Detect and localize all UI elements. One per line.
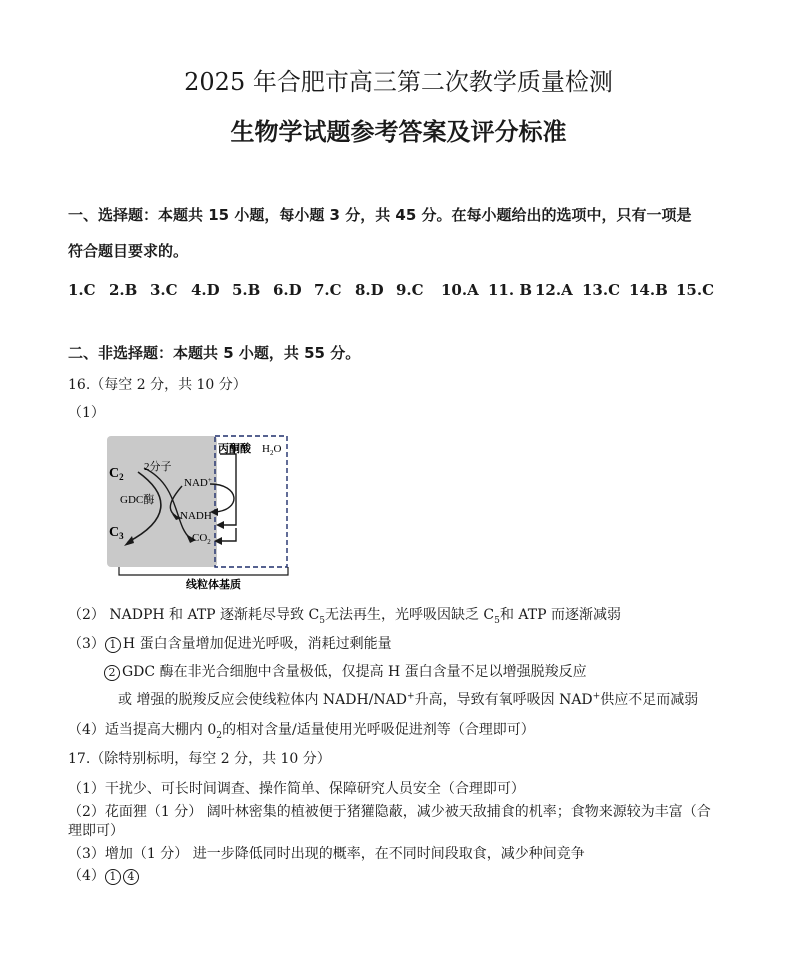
enzyme-label: GDC酶 (120, 494, 155, 506)
co2-arrow (220, 528, 236, 541)
answer-item: 13.C (582, 281, 621, 299)
answer-item: 6.D (273, 281, 302, 299)
circled-number-2-icon: 2 (104, 665, 120, 681)
q17-sub1: （1）干扰少、可长时间调查、操作简单、保障研究人员安全（合理即可） (68, 781, 525, 797)
document-subtitle: 生物学试题参考答案及评分标准 (230, 118, 567, 146)
q16-sub1-label: （1） (68, 405, 105, 421)
circled-number-4-icon: 4 (123, 869, 139, 885)
two-molecules-label: 2分子 (144, 461, 172, 473)
q17-sub2-line1: （2）花面狸（1 分） 阔叶林密集的植被便于猪獾隐蔽，减少被天敌捕食的机率；食物来源较为丰富（合 (68, 804, 711, 820)
answer-item: 8.D (355, 281, 384, 299)
answer-item: 2.B (109, 281, 138, 299)
part2-heading: 二、非选择题：本题共 5 小题，共 55 分。 (68, 344, 361, 362)
bottom-bracket (119, 567, 288, 575)
answer-item: 12.A (535, 281, 573, 299)
co2-label: $CO_2$ (192, 532, 211, 546)
answer-item: 9.C (396, 281, 424, 299)
answer-item: 14.B (629, 281, 668, 299)
answer-item: 10.A (441, 281, 479, 299)
answer-item: 11. B (488, 281, 532, 299)
answer-item: 7.C (314, 281, 342, 299)
nadh-label: NADH (180, 510, 212, 522)
answer-item: 3.C (150, 281, 178, 299)
q16-sub3a: （3） 1 H 蛋白含量增加促进光呼吸，消耗过剩能量 (68, 636, 392, 652)
circled-number-1-icon: 1 (105, 637, 121, 653)
dashed-box (215, 436, 287, 567)
answer-list (68, 281, 716, 299)
c2-label: $C_2$ (109, 466, 124, 482)
answer-item: 5.B (232, 281, 261, 299)
q16-sub3b: 2 GDC 酶在非光合细胞中含量极低，仅提高 H 蛋白含量不足以增强脱羧反应 (104, 661, 587, 681)
document-title: 2025 年合肥市高三第二次教学质量检测 (184, 68, 613, 96)
pyruvate-bracket-arrow (220, 454, 236, 525)
pyruvate-label: 丙酮酸 (218, 442, 251, 455)
diagram-caption: 线粒体基质 (186, 578, 241, 591)
q16-sub4: （4）适当提高大棚内 $0_2$的相对含量/适量使用光呼吸促进剂等（合理即可） (68, 722, 535, 741)
q16-header: 16.（每空 2 分，共 10 分） (68, 377, 247, 393)
q17-sub2-line2: 理即可） (68, 823, 124, 839)
part1-heading-line1: 一、选择题：本题共 15 小题，每小题 3 分，共 45 分。在每小题给出的选项中，只有一项是 (68, 206, 692, 224)
circled-number-1-icon: 1 (105, 869, 121, 885)
c3-label: $C_3$ (109, 525, 124, 541)
arrowhead-icon (216, 521, 224, 529)
mitochondria-diagram (100, 430, 300, 595)
answer-item: 15.C (676, 281, 715, 299)
answer-item: 4.D (191, 281, 220, 299)
q17-header: 17.（除特别标明，每空 2 分，共 10 分） (68, 751, 331, 767)
q17-sub4: （4） 1 4 (68, 865, 141, 885)
q16-sub3c: 或 增强的脱羧反应会使线粒体内 NADH/NAD+升高，导致有氧呼吸因 NAD+供应不足而减弱 (118, 691, 699, 708)
part1-heading-line2: 符合题目要求的。 (68, 242, 189, 260)
q17-sub3: （3）增加（1 分） 进一步降低同时出现的概率，在不同时间段取食，减少种间竞争 (68, 846, 585, 862)
answer-item: 1.C (68, 281, 96, 299)
nad-label: NAD+ (184, 476, 212, 489)
q16-sub2: （2） NADPH 和 ATP 逐渐耗尽导致 $C_5$无法再生，光呼吸因缺乏 $C_5$和 ATP 而逐渐减弱 (68, 607, 621, 626)
h2o-label: $H_2O$ (262, 443, 282, 457)
